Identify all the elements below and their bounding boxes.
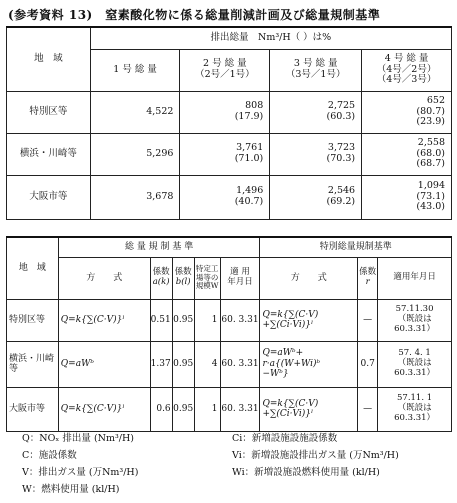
date2-cell: 57.11. 1 （既設は 60.3.31） (378, 387, 452, 431)
legend-item: V：排出ガス量 (万Nm³/H) (22, 466, 139, 478)
table-row (7, 341, 452, 387)
region-cell: 大阪市等 (7, 175, 91, 219)
value-cell: 1,496 (40.7) (180, 175, 270, 219)
value-cell: 3,678 (90, 175, 180, 219)
col2-header: 2 号 総 量 （2号／1号） (180, 49, 270, 91)
coef-a-header (150, 257, 172, 299)
value-cell: 3,761 (71.0) (180, 133, 270, 175)
region-cell: 横浜・川崎等 (7, 341, 59, 387)
date2-cell: 57.11.30 （既設は 60.3.31） (378, 299, 452, 341)
emission-total-table (6, 26, 452, 220)
date-cell: 60. 3.31 (220, 387, 260, 431)
col4-header: 4 号 総 量 （4号／2号） （4号／3号） (362, 49, 452, 91)
coef-r-cell: — (358, 387, 378, 431)
coef-r-header (358, 257, 378, 299)
legend-row (22, 428, 452, 445)
scale-cell: 1 (194, 387, 220, 431)
value-cell: 4,522 (90, 91, 180, 133)
special-standard-header: 特別総量規制基準 (260, 237, 452, 257)
legend-item: Ci：新増設施設施設係数 (232, 432, 338, 444)
coef-b-cell: 0.95 (172, 387, 194, 431)
emission-header: 排出総量 Nm³/H（ ）は% (90, 27, 451, 49)
table-row (7, 387, 452, 431)
formula2-cell: Q=aWᵇ+ r·a{(W+Wi)ᵇ −Wᵇ} (260, 341, 358, 387)
legend-item: Q：NOₓ 排出量 (Nm³/H) (22, 432, 134, 444)
date2-header: 適用年月日 (378, 257, 452, 299)
value-cell: 2,725 (60.3) (270, 91, 362, 133)
legend-row (22, 445, 452, 462)
date-header: 適 用 年月日 (220, 257, 260, 299)
formula2-cell: Q=k{∑(C·V) +∑(Ci·Vi)}ˡ (260, 387, 358, 431)
formula-cell: Q=aWᵇ (58, 341, 150, 387)
legend-item: W：燃料使用量 (kl/H) (22, 483, 120, 495)
region-cell: 大阪市等 (7, 387, 59, 431)
date-cell: 60. 3.31 (220, 341, 260, 387)
value-cell: 2,558 (68.0) (68.7) (362, 133, 452, 175)
legend-row (22, 462, 452, 479)
coef-a-cell: 0.6 (150, 387, 172, 431)
legend-item: C：施設係数 (22, 449, 77, 461)
scale-cell: 1 (194, 299, 220, 341)
coef-b-header (172, 257, 194, 299)
coef-r-cell: — (358, 299, 378, 341)
coef-a-symbol: a(k) (152, 277, 170, 287)
region-header: 地 域 (7, 237, 59, 299)
value-cell: 2,546 (69.2) (270, 175, 362, 219)
factory-scale-header: 特定工場等の規模W (194, 257, 220, 299)
table-row (7, 175, 452, 219)
region-cell: 横浜・川崎等 (7, 133, 91, 175)
region-header: 地 域 (7, 27, 91, 91)
legend-item: Wi：新増設施設燃料使用量 (kl/H) (232, 466, 380, 478)
coef-b-symbol: b(l) (175, 277, 191, 287)
date-cell: 60. 3.31 (220, 299, 260, 341)
value-cell: 1,094 (73.1) (43.0) (362, 175, 452, 219)
method2-header: 方 式 (260, 257, 358, 299)
formula-cell: Q=k{∑(C·V)}ˡ (58, 299, 150, 341)
coef-b-label: 係数 (174, 267, 192, 278)
coef-b-cell: 0.95 (172, 341, 194, 387)
formula-cell: Q=k{∑(C·V)}ˡ (58, 387, 150, 431)
coef-a-label: 係数 (152, 267, 170, 278)
region-cell: 特別区等 (7, 91, 91, 133)
coef-r-symbol: r (365, 277, 370, 287)
legend (22, 428, 452, 496)
col1-header: 1 号 総 量 (90, 49, 180, 91)
coef-r-cell: 0.7 (358, 341, 378, 387)
value-cell: 3,723 (70.3) (270, 133, 362, 175)
coef-a-cell: 0.51 (150, 299, 172, 341)
table-row (7, 91, 452, 133)
regulation-standard-table (6, 236, 452, 432)
total-standard-header: 総 量 規 制 基 準 (58, 237, 260, 257)
formula2-cell: Q=k{∑(C·V) +∑(Ci·Vi)}ˡ (260, 299, 358, 341)
method-header: 方 式 (58, 257, 150, 299)
table-row (7, 133, 452, 175)
col3-header: 3 号 総 量 （3号／1号） (270, 49, 362, 91)
table-row (7, 299, 452, 341)
page-title: (参考資料 13) 窒素酸化物に係る総量削減計画及び総量規制基準 (8, 8, 381, 22)
date2-cell: 57. 4. 1 （既設は 60.3.31） (378, 341, 452, 387)
value-cell: 652 (80.7) (23.9) (362, 91, 452, 133)
legend-row (22, 479, 452, 496)
value-cell: 808 (17.9) (180, 91, 270, 133)
coef-b-cell: 0.95 (172, 299, 194, 341)
coef-a-cell: 1.37 (150, 341, 172, 387)
coef-r-label: 係数 (359, 267, 377, 278)
value-cell: 5,296 (90, 133, 180, 175)
scale-cell: 4 (194, 341, 220, 387)
region-cell: 特別区等 (7, 299, 59, 341)
legend-item: Vi：新増設施設排出ガス量 (万Nm³/H) (232, 449, 399, 461)
